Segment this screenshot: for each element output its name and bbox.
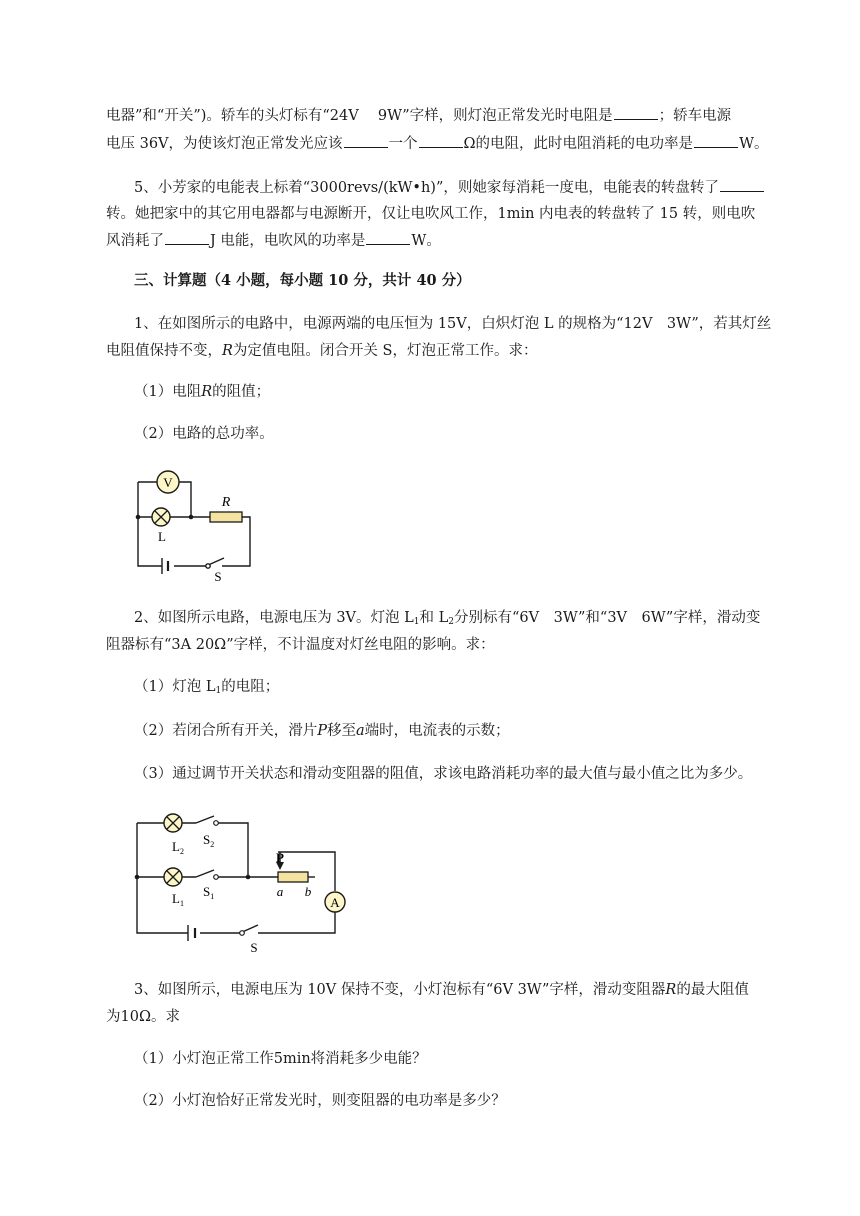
p2-line-2: 阻器标有“3A 20Ω”字样，不计温度对灯丝电阻的影响。求： (106, 637, 495, 653)
p2-sub-1 (134, 677, 279, 701)
p2-text: 和 L (419, 610, 449, 626)
q5-line-3 (106, 230, 441, 251)
p1-text: 电阻值保持不变， (106, 343, 222, 359)
p2-text: 2、如图所示电路，电源电压为 3V。灯泡 L (134, 610, 414, 626)
p1-line-2 (106, 341, 537, 361)
p1-line-1: 1、在如图所示的电路中，电源两端的电压恒为 15V，白炽灯泡 L 的规格为“12V 3W”，若其灯丝 (134, 316, 772, 332)
l1-label: $L_1$ (172, 891, 184, 908)
p1-text: （1）电阻 (134, 384, 202, 400)
s1-label: $S_1$ (203, 884, 215, 901)
p3-var-r: R (665, 982, 677, 998)
resistor-label: R (221, 495, 231, 510)
answer-blank[interactable] (720, 177, 764, 192)
p3-line-2: 为10Ω。求 (106, 1009, 180, 1025)
slider-p-label: P (276, 850, 284, 865)
l2-label: $L_2$ (172, 839, 184, 856)
answer-blank[interactable] (694, 133, 738, 148)
q5-text: W。 (411, 233, 441, 249)
p2-text: 的电阻； (221, 679, 280, 695)
p2-text: 端时，电流表的示数； (364, 723, 510, 739)
p2-var-a: a (356, 723, 365, 739)
end-b-label: b (304, 884, 312, 899)
p1-var-r: R (222, 343, 233, 359)
p2-var-p: P (317, 723, 327, 739)
p3-text: 的最大阻值 (676, 982, 749, 998)
p1-circuit-diagram (128, 460, 268, 585)
main-switch-label: S (250, 940, 258, 955)
p1-text: 为定值电阻。闭合开关 S，灯泡正常工作。求： (232, 343, 538, 359)
q4-text: ；轿车电源 (658, 108, 732, 124)
p3-sub-1: （1）小灯泡正常工作5min将消耗多少电能？ (134, 1051, 427, 1067)
voltmeter-label: V (163, 475, 173, 490)
answer-blank[interactable] (344, 133, 388, 148)
lamp-label: L (158, 529, 166, 544)
p1-sub-1 (134, 382, 270, 402)
q4-text: Ω的电阻，此时电阻消耗的电功率是 (463, 136, 694, 152)
p2-sub-3: （3）通过调节开关状态和滑动变阻器的阻值，求该电路消耗功率的最大值与最小值之比为多少。 (134, 766, 753, 782)
q5-text: 5、小芳家的电能表上标着“3000revs/(kW•h)”，则她家每消耗一度电，电能表的转盘转了 (134, 180, 719, 196)
q5-line-1 (134, 177, 765, 198)
answer-blank[interactable] (366, 230, 410, 245)
p2-text: 分别标有“6V 3W”和“3V 6W”字样，滑动变 (454, 610, 761, 626)
answer-blank[interactable] (419, 133, 463, 148)
p3-text: 3、如图所示，电源电压为 10V 保持不变，小灯泡标有“6V 3W”字样，滑动变阻器 (134, 982, 666, 998)
answer-blank[interactable] (165, 230, 209, 245)
q4-text: 电压 36V，为使该灯泡正常发光应该 (106, 136, 343, 152)
q5-text: 转。她把家中的其它用电器都与电源断开，仅让电吹风工作，1min 内电表的转盘转了 15 转，则电吹 (106, 206, 756, 222)
p2-text: （2）若闭合所有开关，滑片 (134, 723, 318, 739)
q5-line-2 (106, 204, 755, 224)
p3-line-1 (134, 980, 749, 1000)
p2-circuit-diagram (130, 806, 360, 956)
q4-line-2 (106, 133, 768, 154)
switch-label: S (214, 569, 222, 584)
p2-subscript: 1 (215, 686, 222, 696)
q4-text: W。 (739, 136, 769, 152)
q4-text: 一个 (388, 136, 418, 152)
p3-sub-2: （2）小灯泡恰好正常发光时，则变阻器的电功率是多少？ (134, 1093, 506, 1109)
p2-text: （1）灯泡 L (134, 679, 216, 695)
q4-line-1 (106, 105, 731, 126)
s2-label: $S_2$ (203, 832, 215, 849)
p2-line-1 (134, 608, 760, 632)
answer-blank[interactable] (614, 105, 658, 120)
section-heading: 三、计算题（4 小题，每小题 10 分，共计 40 分） (134, 272, 471, 289)
q4-text: 电器”和“开关”)。轿车的头灯标有“24V 9W”字样，则灯泡正常发光时电阻是 (106, 108, 613, 124)
p2-subscript: 2 (448, 617, 454, 627)
q5-text: J 电能，电吹风的功率是 (210, 233, 366, 249)
p1-text: 的阻值； (212, 384, 271, 400)
p2-subscript: 1 (413, 617, 420, 627)
p1-sub-2: （2）电路的总功率。 (134, 426, 274, 442)
p1-var-r: R (201, 384, 213, 400)
p2-sub-2 (134, 721, 510, 741)
p2-text: 移至 (327, 723, 356, 739)
q5-text: 风消耗了 (106, 233, 164, 249)
end-a-label: a (276, 884, 284, 899)
ammeter-label: A (330, 895, 340, 910)
